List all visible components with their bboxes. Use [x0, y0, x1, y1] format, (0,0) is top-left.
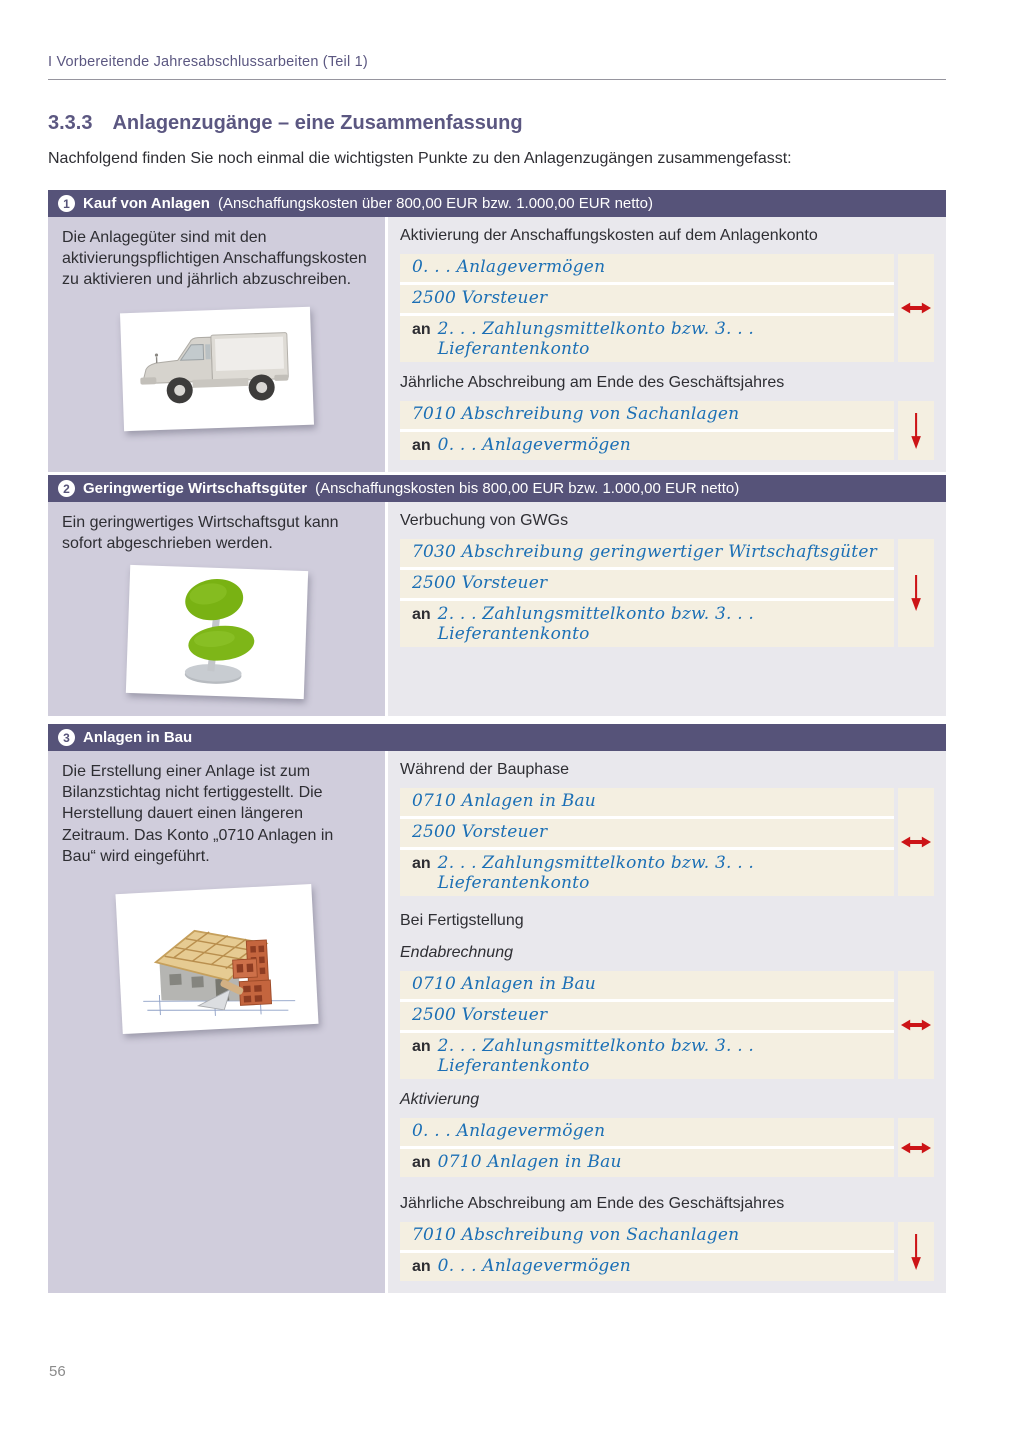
- description-column: [48, 502, 388, 716]
- booking-block: [400, 539, 934, 647]
- summary-section-gwg: [48, 475, 946, 716]
- summary-section-kauf-von-anlagen: [48, 190, 946, 472]
- double-arrow-icon: [901, 1019, 931, 1031]
- booking-entry-row: [400, 254, 894, 285]
- arrow-cell: [898, 1118, 934, 1177]
- entry-text: 2500 Vorsteuer: [412, 573, 548, 593]
- arrow-cell: [898, 254, 934, 362]
- entry-text: 7030 Abschreibung geringwertiger Wirtschaftsgüter: [412, 542, 877, 562]
- booking-block: [400, 254, 934, 362]
- booking-entry-row: [400, 788, 894, 819]
- bookings-column: [388, 217, 946, 472]
- section-heading-title: Anlagenzugänge – eine Zusammenfassung: [112, 112, 523, 134]
- booking-entry-row: [400, 1149, 894, 1177]
- booking-rows: [400, 254, 894, 362]
- description-column: [48, 751, 388, 1293]
- number-badge-icon: 1: [58, 195, 75, 212]
- intro-paragraph: Nachfolgend finden Sie noch einmal die wichtigsten Punkte zu den Anlagenzugängen zusammengefasst:: [48, 150, 792, 167]
- double-arrow-icon: [901, 836, 931, 848]
- booking-block-heading: Verbuchung von GWGs: [400, 512, 569, 529]
- house-construction-icon: [123, 890, 309, 1027]
- down-arrow-icon: [910, 574, 922, 612]
- booking-entry-row: [400, 1253, 894, 1281]
- booking-entry-row: [400, 432, 894, 460]
- entry-text: 0710 Anlagen in Bau: [437, 1152, 622, 1173]
- description-text: Ein geringwertiges Wirtschaftsgut kann sofort abgeschrieben werden.: [62, 514, 339, 553]
- booking-rows: [400, 539, 894, 647]
- summary-section-anlagen-in-bau: [48, 724, 946, 1293]
- booking-entry-row: [400, 401, 894, 432]
- entry-text: 7010 Abschreibung von Sachanlagen: [412, 404, 740, 424]
- arrow-cell: [898, 1222, 934, 1281]
- entry-text: 0. . . Anlagevermögen: [437, 435, 631, 455]
- booking-entry-row: [400, 539, 894, 570]
- number-badge-icon: 2: [58, 480, 75, 497]
- entry-prefix: an: [412, 437, 431, 454]
- page-number: 56: [49, 1363, 66, 1380]
- delivery-van-icon: [130, 316, 303, 422]
- booking-entry-row: [400, 316, 894, 362]
- booking-block: [400, 1118, 934, 1177]
- booking-entry-row: [400, 570, 894, 601]
- entry-text: 2. . . Zahlungsmittelkonto bzw. 3. . . Lieferantenkonto: [437, 604, 755, 644]
- photo-card: [119, 307, 313, 432]
- down-arrow-icon: [910, 412, 922, 450]
- booking-entry-row: [400, 971, 894, 1002]
- section-title-bar: [48, 190, 946, 217]
- entry-text: 2. . . Zahlungsmittelkonto bzw. 3. . . Lieferantenkonto: [437, 319, 755, 359]
- section-body: [48, 217, 946, 472]
- booking-entry-row: [400, 1033, 894, 1079]
- bookings-column: [388, 751, 946, 1293]
- booking-block-heading: Aktivierung der Anschaffungskosten auf dem Anlagenkonto: [400, 227, 818, 244]
- booking-rows: [400, 788, 894, 896]
- entry-prefix: an: [412, 1258, 431, 1276]
- booking-block: [400, 401, 934, 460]
- double-arrow-icon: [901, 1142, 931, 1154]
- bookings-column: [388, 502, 946, 716]
- section-heading: [48, 112, 946, 135]
- arrow-cell: [898, 788, 934, 896]
- entry-text: 0. . . Anlagevermögen: [412, 257, 606, 277]
- booking-block-heading: Jährliche Abschreibung am Ende des Geschäftsjahres: [400, 1195, 785, 1213]
- running-head: [48, 54, 946, 80]
- booking-block: [400, 1222, 934, 1281]
- entry-text: 2. . . Zahlungsmittelkonto bzw. 3. . . Lieferantenkonto: [437, 1036, 755, 1077]
- description-column: [48, 217, 388, 472]
- description-text: Die Anlagegüter sind mit den aktivierungspflichtigen Anschaffungskosten zu aktivieren und jährlich abzuschreiben.: [62, 229, 367, 289]
- entry-prefix: an: [412, 1038, 431, 1056]
- bar-title: Anlagen in Bau: [83, 729, 193, 747]
- number-badge-icon: 3: [58, 729, 75, 746]
- entry-prefix: an: [412, 321, 431, 338]
- arrow-cell: [898, 401, 934, 460]
- booking-entry-row: [400, 1002, 894, 1033]
- bar-subtitle: (Anschaffungskosten über 800,00 EUR bzw. 1.000,00 EUR netto): [217, 195, 653, 212]
- booking-rows: [400, 971, 894, 1079]
- booking-entry-row: [400, 819, 894, 850]
- entry-text: 0710 Anlagen in Bau: [412, 974, 596, 995]
- booking-block-heading: Bei Fertigstellung: [400, 912, 524, 930]
- booking-block-heading: Während der Bauphase: [400, 761, 569, 779]
- booking-entry-row: [400, 1118, 894, 1149]
- entry-text: 2500 Vorsteuer: [412, 288, 548, 308]
- arrow-cell: [898, 971, 934, 1079]
- bar-title: Kauf von Anlagen: [83, 195, 210, 212]
- booking-entry-row: [400, 285, 894, 316]
- description-text: Die Erstellung einer Anlage ist zum Bilanzstichtag nicht fertiggestellt. Die Herstellung dauert einen längeren Zeitraum. Das Konto „0710 Anlagen in Bau“ wird eingeführt.: [62, 763, 334, 865]
- page-content: [48, 112, 946, 1296]
- entry-text: 2500 Vorsteuer: [412, 822, 548, 843]
- section-title-bar: [48, 724, 946, 751]
- section-heading-number: 3.3.3: [48, 112, 93, 134]
- running-head-text: I Vorbereitende Jahresabschlussarbeiten (Teil 1): [48, 54, 368, 70]
- entry-text: 0710 Anlagen in Bau: [412, 791, 596, 812]
- booking-block: [400, 971, 934, 1079]
- booking-block-subheading: Endabrechnung: [400, 944, 513, 962]
- booking-block-heading: Jährliche Abschreibung am Ende des Geschäftsjahres: [400, 374, 785, 391]
- entry-text: 2500 Vorsteuer: [412, 1005, 548, 1026]
- double-arrow-icon: [901, 302, 931, 314]
- entry-prefix: an: [412, 855, 431, 873]
- arrow-cell: [898, 539, 934, 647]
- entry-text: 0. . . Anlagevermögen: [412, 1121, 606, 1142]
- booking-entry-row: [400, 850, 894, 896]
- section-body: [48, 751, 946, 1293]
- down-arrow-icon: [910, 1233, 922, 1271]
- photo-card: [115, 884, 318, 1034]
- entry-text: 7010 Abschreibung von Sachanlagen: [412, 1225, 740, 1246]
- entry-text: 2. . . Zahlungsmittelkonto bzw. 3. . . Lieferantenkonto: [437, 853, 755, 894]
- entry-prefix: an: [412, 606, 431, 623]
- booking-block: [400, 788, 934, 896]
- section-body: [48, 502, 946, 716]
- section-title-bar: [48, 475, 946, 502]
- booking-block-subheading: Aktivierung: [400, 1091, 480, 1109]
- bar-subtitle: (Anschaffungskosten bis 800,00 EUR bzw. 1.000,00 EUR netto): [315, 480, 740, 497]
- bar-title: Geringwertige Wirtschaftsgüter: [83, 480, 308, 497]
- entry-text: 0. . . Anlagevermögen: [437, 1256, 631, 1277]
- entry-prefix: an: [412, 1154, 431, 1172]
- booking-rows: [400, 1222, 894, 1281]
- booking-rows: [400, 1118, 894, 1177]
- photo-card: [125, 565, 307, 699]
- booking-entry-row: [400, 1222, 894, 1253]
- green-chair-icon: [149, 571, 283, 693]
- booking-rows: [400, 401, 894, 460]
- booking-entry-row: [400, 601, 894, 647]
